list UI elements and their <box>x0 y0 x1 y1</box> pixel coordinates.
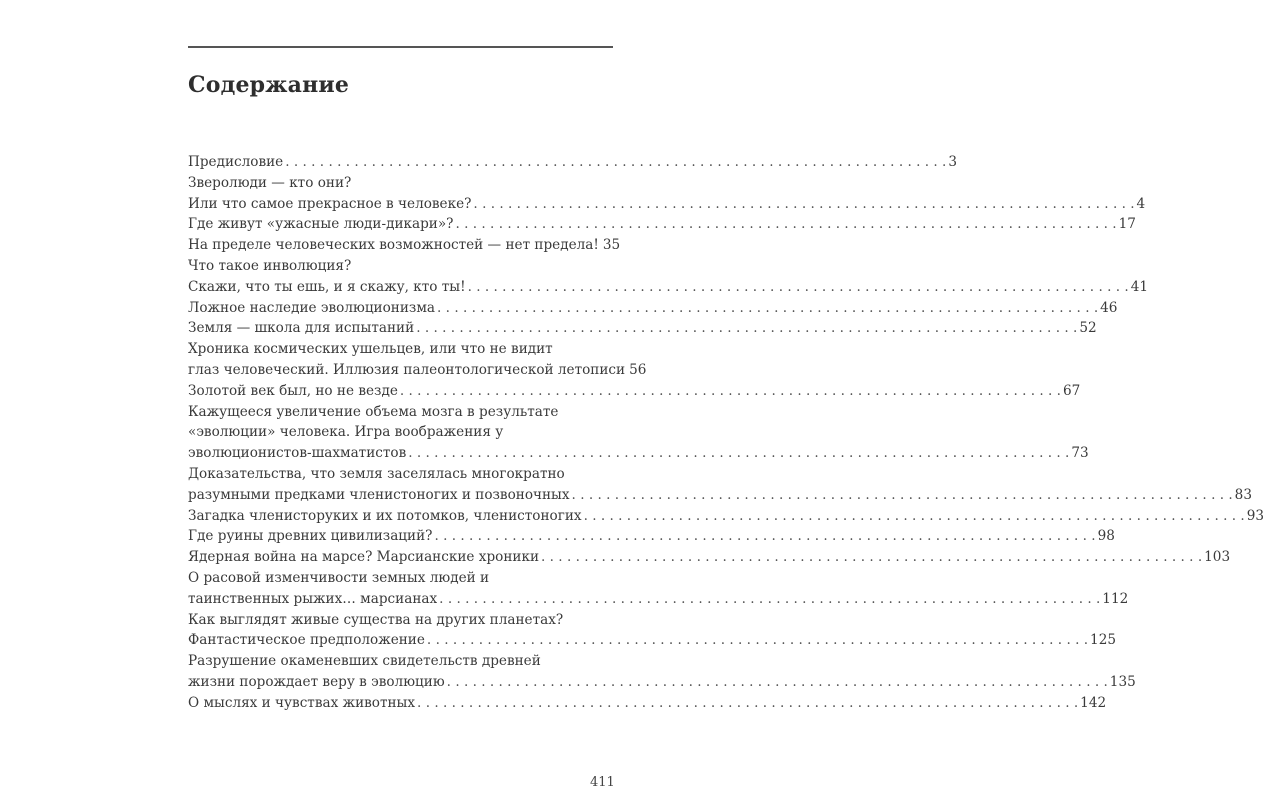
toc-entry-page: 35 <box>602 237 621 254</box>
toc-entry-page: 4 <box>1136 195 1146 212</box>
toc-entry <box>188 693 1107 714</box>
toc-entry-title: Что такое инволюция? <box>188 257 352 274</box>
dot-leader <box>473 194 1134 215</box>
toc-entry <box>188 568 613 589</box>
dot-leader <box>468 277 1129 298</box>
toc-entry <box>188 526 1115 547</box>
toc-entry-title: таинственных рыжих… марсианах <box>188 590 438 607</box>
toc-entry <box>188 422 613 443</box>
toc-entry-page: 98 <box>1097 528 1115 545</box>
toc-entry <box>188 485 1252 506</box>
toc-entry-title: Загадка членисторуких и их потомков, членистоногих <box>188 507 582 524</box>
toc-entry-title: Где руины древних цивилизаций? <box>188 528 433 545</box>
toc-entry-page: 67 <box>1063 382 1081 399</box>
toc-entry-title: глаз человеческий. Иллюзия палеонтологической летописи <box>188 361 626 378</box>
toc-entry <box>188 152 958 173</box>
page-number: 411 <box>590 775 615 790</box>
toc-entry-page: 142 <box>1080 694 1107 711</box>
dot-leader <box>408 443 1069 464</box>
toc-entry-title: разумными предками членистоногих и позвоночных <box>188 486 570 503</box>
dot-leader <box>584 506 1245 527</box>
toc-entry <box>188 298 1118 319</box>
toc-entry <box>188 610 613 631</box>
toc-entry <box>188 360 647 381</box>
toc-entry-title: Золотой век был, но не везде <box>188 382 398 399</box>
toc-entry-title: Доказательства, что земля заселялась многократно <box>188 465 565 482</box>
toc-entry-title: Или что самое прекрасное в человеке? <box>188 195 472 212</box>
table-of-contents <box>188 152 1264 714</box>
toc-entry-page: 46 <box>1100 299 1118 316</box>
dot-leader <box>439 589 1100 610</box>
toc-entry-page: 52 <box>1079 320 1097 337</box>
dot-leader <box>437 298 1098 319</box>
toc-entry <box>188 235 621 256</box>
toc-entry-page: 83 <box>1234 486 1252 503</box>
toc-entry <box>188 214 1136 235</box>
toc-entry-title: Предисловие <box>188 154 284 170</box>
page-title: Содержание <box>188 72 350 98</box>
toc-entry <box>188 547 1231 568</box>
toc-entry <box>188 173 613 194</box>
toc-entry <box>188 443 1089 464</box>
toc-entry <box>188 402 613 423</box>
dot-leader <box>541 547 1202 568</box>
toc-entry-title: жизни порождает веру в эволюцию <box>188 673 445 690</box>
dot-leader <box>400 381 1061 402</box>
toc-entry <box>188 672 1136 693</box>
toc-entry-page: 3 <box>948 154 958 170</box>
toc-entry-page: 17 <box>1118 216 1136 233</box>
toc-entry-title: Кажущееся увеличение объема мозга в результате <box>188 403 559 420</box>
toc-entry-title: Где живут «ужасные люди-дикари»? <box>188 216 454 233</box>
toc-entry <box>188 630 1116 651</box>
dot-leader <box>417 693 1078 714</box>
toc-entry-page: 125 <box>1090 632 1116 649</box>
toc-entry <box>188 464 613 485</box>
toc-entry-page: 112 <box>1102 590 1129 607</box>
dot-leader <box>455 214 1116 235</box>
toc-entry-page: 93 <box>1246 507 1264 524</box>
toc-entry <box>188 339 613 360</box>
toc-entry-title: Как выглядят живые существа на других планетах? <box>188 611 564 628</box>
toc-entry <box>188 651 613 672</box>
toc-entry-title: На пределе человеческих возможностей — нет предела! <box>188 237 599 254</box>
toc-entry-title: Ядерная война на марсе? Марсианские хроники <box>188 549 540 566</box>
toc-entry-page: 56 <box>629 361 647 378</box>
toc-entry <box>188 506 1264 527</box>
toc-entry-page: 73 <box>1071 445 1089 462</box>
header-rule <box>188 46 613 48</box>
toc-entry <box>188 277 1149 298</box>
toc-entry-title: эволюционистов-шахматистов <box>188 445 407 462</box>
dot-leader <box>572 485 1233 506</box>
toc-entry <box>188 256 613 277</box>
toc-entry <box>188 381 1081 402</box>
toc-entry <box>188 318 1097 339</box>
toc-entry-page: 103 <box>1204 549 1231 566</box>
dot-leader <box>434 526 1095 547</box>
toc-entry-title: Скажи, что ты ешь, и я скажу, кто ты! <box>188 278 466 295</box>
toc-entry-page: 135 <box>1109 673 1136 690</box>
toc-entry-title: Зверолюди — кто они? <box>188 174 352 191</box>
toc-entry-title: «эволюции» человека. Игра воображения у <box>188 424 504 441</box>
toc-entry-page: 41 <box>1130 278 1149 295</box>
toc-entry-title: Ложное наследие эволюционизма <box>188 299 436 316</box>
toc-entry <box>188 589 1129 610</box>
dot-leader <box>427 630 1088 651</box>
dot-leader <box>416 318 1077 339</box>
toc-entry-title: Фантастическое предположение <box>188 632 425 649</box>
toc-entry-title: Земля — школа для испытаний <box>188 320 415 337</box>
toc-entry <box>188 194 1146 215</box>
toc-entry-title: О расовой изменчивости земных людей и <box>188 569 490 586</box>
toc-entry-title: Хроника космических ушельцев, или что не видит <box>188 341 553 358</box>
toc-entry-title: О мыслях и чувствах животных <box>188 694 416 711</box>
dot-leader <box>285 152 946 173</box>
dot-leader <box>447 672 1108 693</box>
toc-entry-title: Разрушение окаменевших свидетельств древней <box>188 653 541 670</box>
